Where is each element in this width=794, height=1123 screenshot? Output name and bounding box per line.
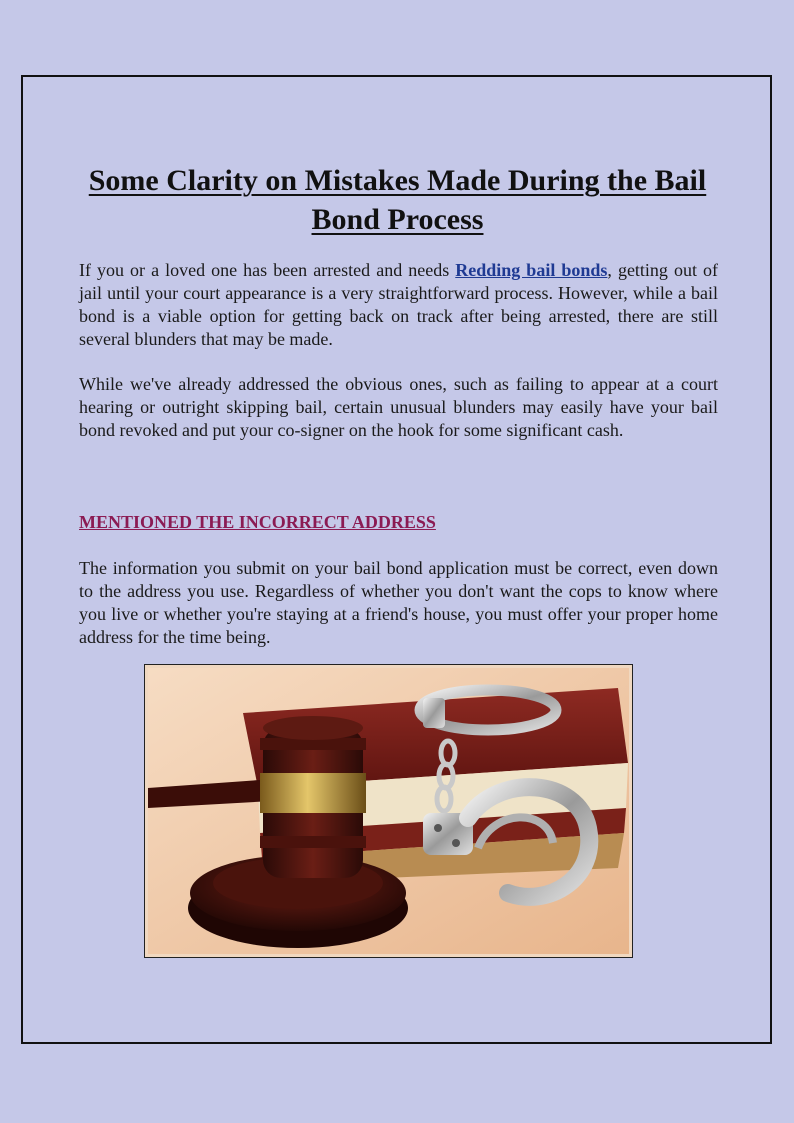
second-paragraph: While we've already addressed the obvious ones, such as failing to appear at a court hearing or outright skipping bail, certain unusual blunders may easily have your bail bond revoked and put your co-signer on the hook for some significant cash. <box>79 374 718 440</box>
redding-bail-bonds-link[interactable]: Redding bail bonds <box>455 260 608 280</box>
third-paragraph: The information you submit on your bail bond application must be correct, even down to the address you use. Regardless of whether you don't want the cops to know where you live or whether you're staying at a friend's house, you must offer your proper home address for the time being. <box>79 558 718 647</box>
gavel-handcuffs-illustration <box>148 668 629 954</box>
page-border-frame <box>21 75 772 1044</box>
article-title: Some Clarity on Mistakes Made During the Bail Bond Process <box>88 164 707 236</box>
intro-text-end: , getting out of jail until your court appearance is a very straightforward process. However, while a bail bond is a viable option for getting back on track after being arrested, there are still several blunders that may be made. <box>79 260 718 349</box>
section-heading: MENTIONED THE INCORRECT ADDRESS <box>79 512 436 532</box>
gavel-handcuffs-photo <box>144 664 633 958</box>
intro-paragraph <box>79 259 718 351</box>
intro-text-start: If you or a loved one has been arrested and needs <box>79 260 456 280</box>
